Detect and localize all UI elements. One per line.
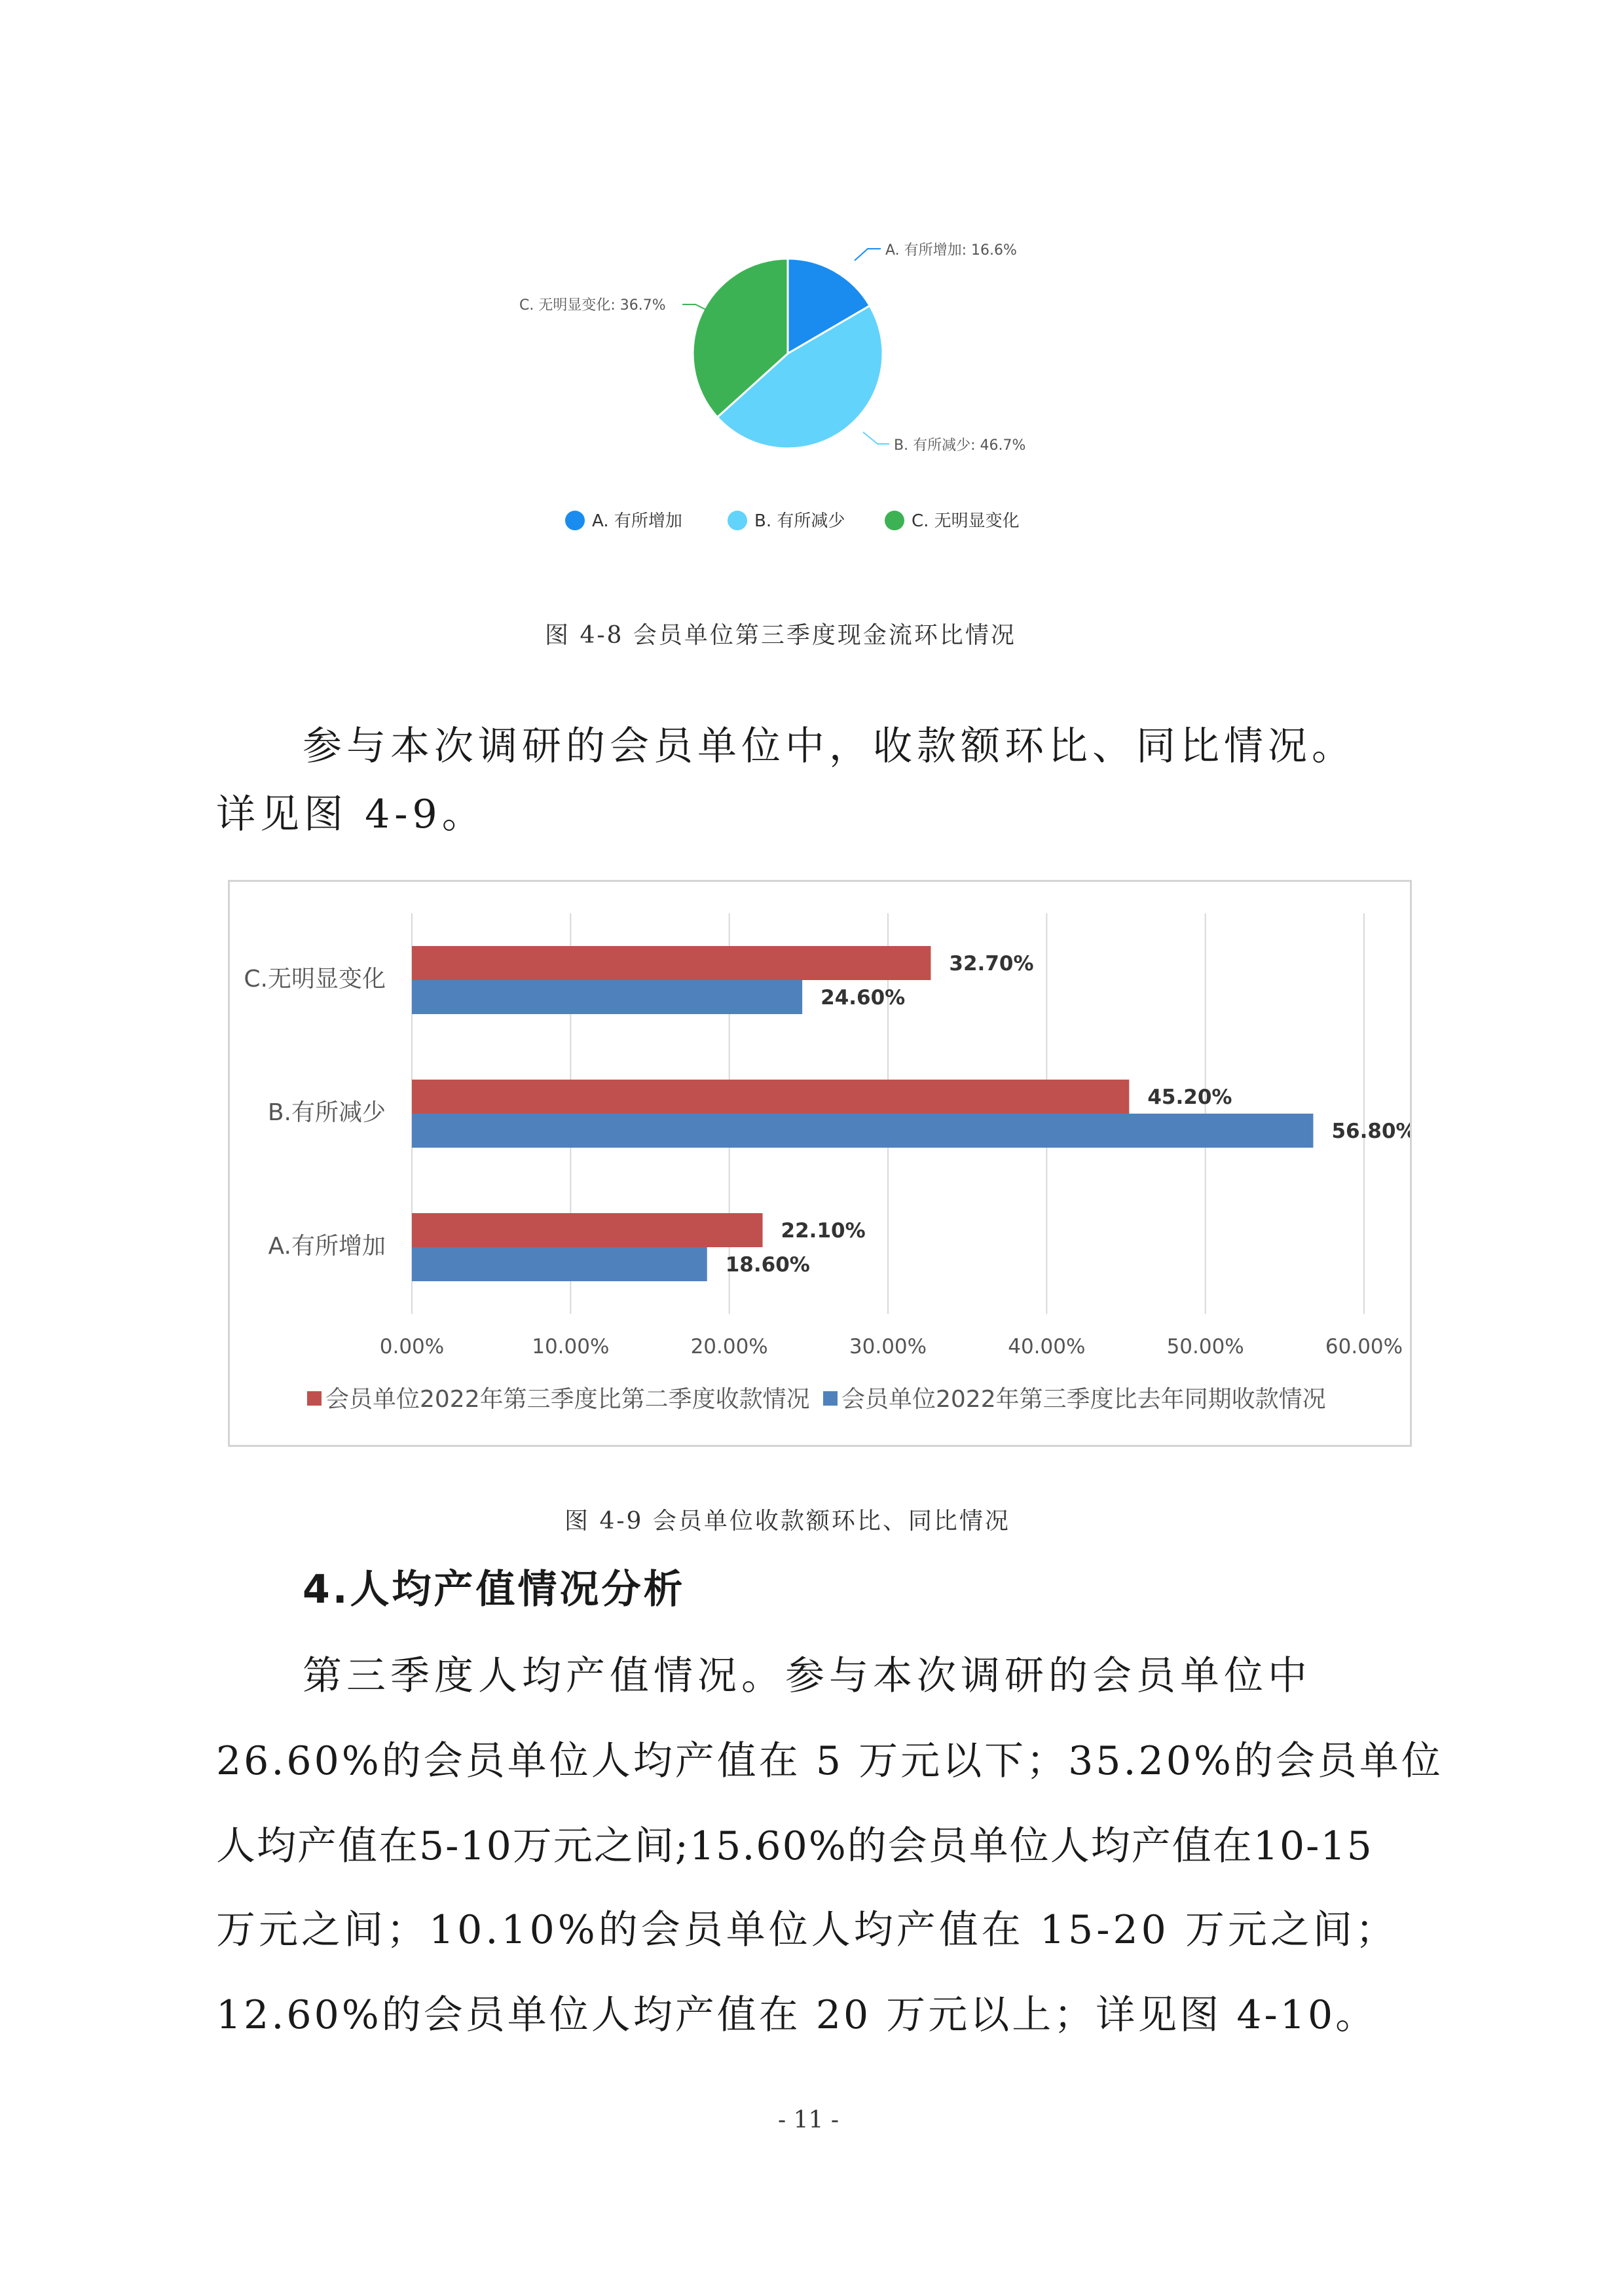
page-number: - 11 - — [778, 2107, 840, 2134]
x-tick-label: 50.00% — [1166, 1335, 1244, 1358]
bar-series2 — [412, 1114, 1313, 1148]
pie-chart — [458, 216, 1113, 556]
x-tick-label: 0.00% — [379, 1335, 445, 1358]
legend-marker-series2 — [823, 1391, 838, 1406]
x-tick-label: 40.00% — [1008, 1335, 1086, 1358]
paragraph-line: 12.60%的会员单位人均产值在 20 万元以上；详见图 4-10。 — [216, 1992, 1378, 2038]
pie-label-a: A. 有所增加: 16.6% — [885, 242, 1017, 259]
x-tick-label: 10.00% — [532, 1335, 610, 1358]
bar-chart — [228, 880, 1412, 1447]
bar-series1 — [412, 1080, 1129, 1114]
pie-chart-svg — [458, 216, 1113, 556]
paragraph-line: 详见图 4-9。 — [216, 792, 486, 837]
legend-marker-series1 — [307, 1391, 322, 1406]
legend-label-series1: 会员单位2022年第三季度比第二季度收款情况 — [325, 1386, 810, 1413]
data-label: 18.60% — [725, 1253, 810, 1277]
x-tick-label: 20.00% — [690, 1335, 768, 1358]
bar-series1 — [412, 1213, 763, 1247]
paragraph-line: 第三季度人均产值情况。参与本次调研的会员单位中 — [303, 1653, 1312, 1699]
paragraph-line: 万元之间；10.10%的会员单位人均产值在 15-20 万元之间； — [216, 1907, 1398, 1953]
category-label: C.无明显变化 — [244, 966, 386, 993]
pie-label-b: B. 有所减少: 46.7% — [894, 437, 1026, 454]
category-label: B.有所减少 — [267, 1099, 386, 1126]
bar-chart-svg — [230, 882, 1410, 1445]
pie-leader-line-a — [855, 249, 881, 261]
pie-legend-b: B. 有所减少 — [754, 511, 845, 531]
data-label: 24.60% — [821, 986, 906, 1010]
x-tick-label: 60.00% — [1325, 1335, 1403, 1358]
bar-series2 — [412, 980, 802, 1014]
pie-leader-line-b — [863, 432, 889, 444]
paragraph-line: 26.60%的会员单位人均产值在 5 万元以下；35.20%的会员单位 — [216, 1738, 1443, 1784]
figure-caption-4-9: 图 4-9 会员单位收款额环比、同比情况 — [564, 1508, 1010, 1535]
pie-legend-marker-a — [565, 511, 585, 530]
bar-series1 — [412, 946, 931, 980]
paragraph-line: 参与本次调研的会员单位中，收款额环比、同比情况。 — [303, 723, 1356, 769]
pie-legend-a: A. 有所增加 — [592, 511, 682, 531]
x-tick-label: 30.00% — [849, 1335, 927, 1358]
pie-legend-c: C. 无明显变化 — [912, 511, 1020, 531]
pie-label-c: C. 无明显变化: 36.7% — [519, 297, 666, 314]
data-label: 45.20% — [1147, 1085, 1232, 1109]
paragraph-line: 人均产值在5-10万元之间;15.60%的会员单位人均产值在10-15 — [216, 1823, 1373, 1869]
section-heading: 4.人均产值情况分析 — [303, 1567, 686, 1613]
figure-caption-4-8: 图 4-8 会员单位第三季度现金流环比情况 — [545, 622, 1016, 649]
data-label: 22.10% — [781, 1219, 866, 1243]
data-label: 56.80% — [1331, 1120, 1410, 1143]
pie-legend-marker-c — [885, 511, 904, 530]
bar-series2 — [412, 1247, 707, 1281]
pie-legend-marker-b — [728, 511, 747, 530]
data-label: 32.70% — [949, 952, 1034, 975]
legend-label-series2: 会员单位2022年第三季度比去年同期收款情况 — [841, 1386, 1326, 1413]
category-label: A.有所增加 — [268, 1233, 386, 1260]
